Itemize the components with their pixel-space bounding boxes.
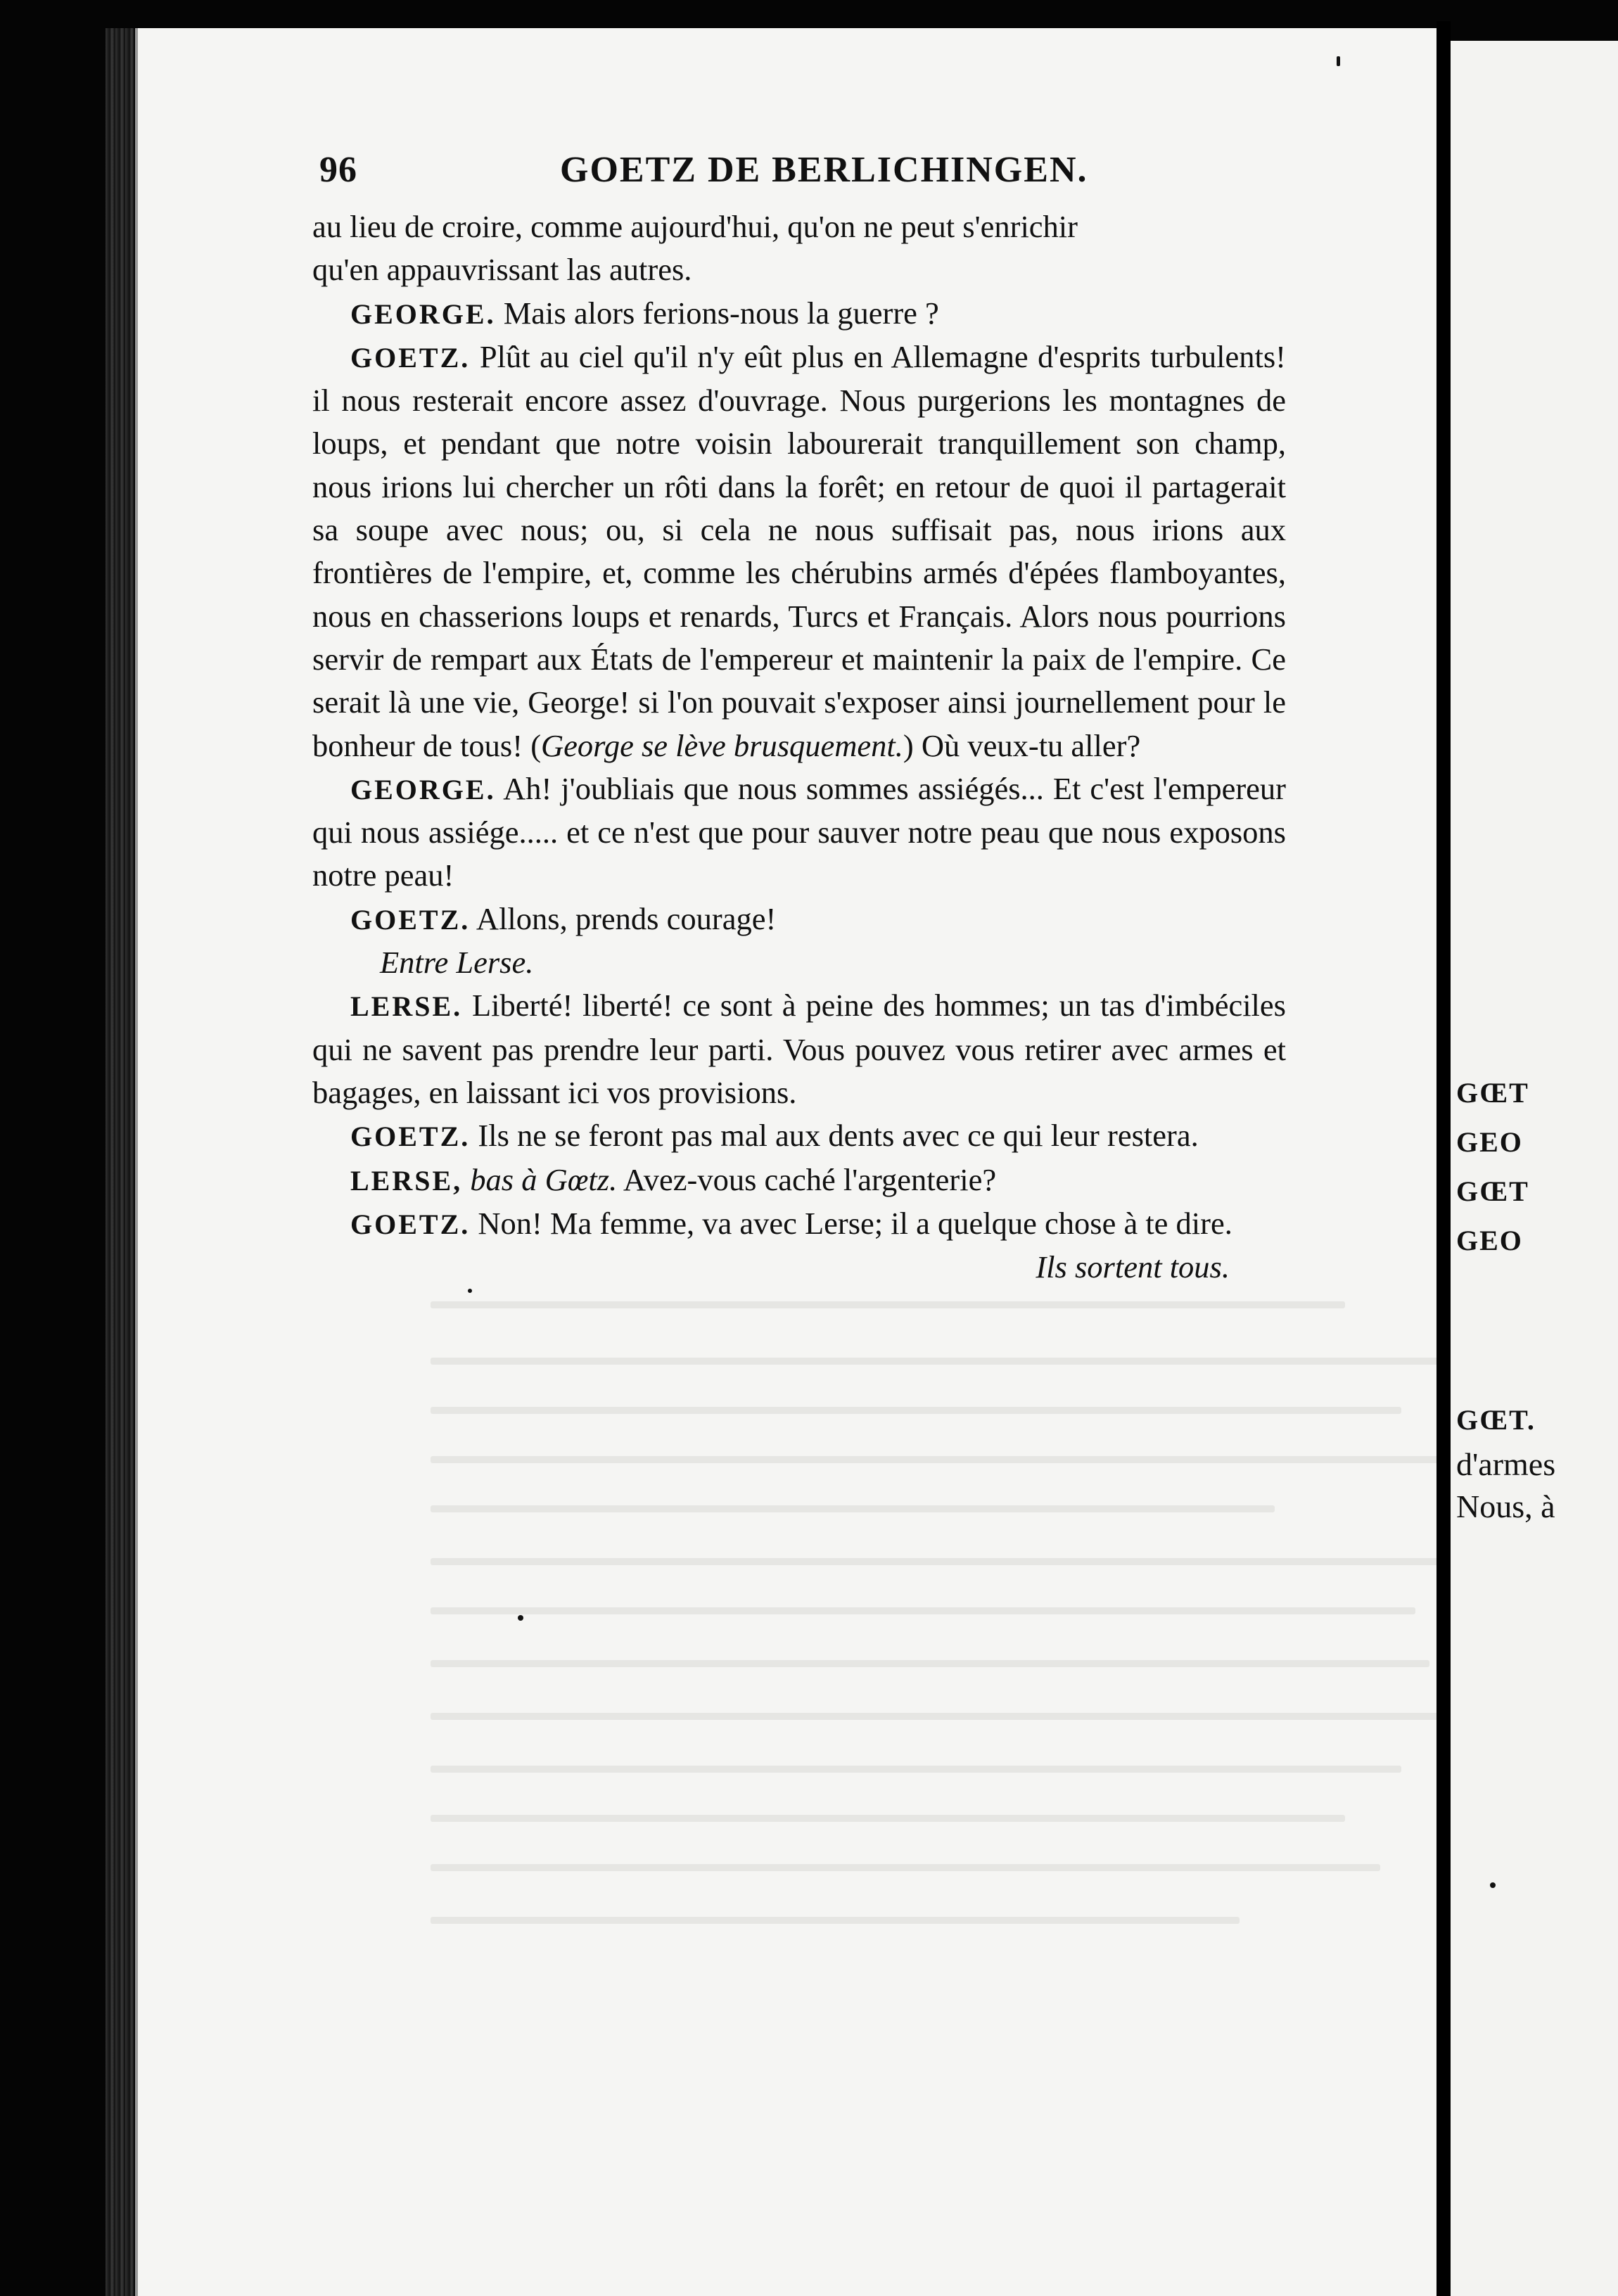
dialogue-text: Plût au ciel qu'il n'y eût plus en Allemagne d'esprits turbulents! il nous resterait encore assez d'ouvrage. Nous purgerions les montagnes de loups, et pendant que notre voisin labourerait tranquillement son champ, nous irions lui chercher un rôti dans la forêt; en retour de quoi il partagerait sa soupe avec nous; ou, si cela ne nous suffisait pas, nous irions aux frontières de l'empire, et, comme les chérubins armés d'épées flamboyantes, nous en chasserions loups et renards, Turcs et Français. Alors nous pourrions servir de rempart aux États de l'empereur et maintenir la paix de l'empire. Ce serait là une vie, George! si l'on pouvait s'exposer ainsi journellement pour le bonheur de tous! ( [312, 338, 1286, 763]
speaker-name: LERSE, [350, 1164, 463, 1197]
book-gutter [1437, 21, 1451, 2296]
speaker-name: GOETZ. [350, 1208, 471, 1240]
speaker-name: GOETZ. [350, 341, 471, 374]
dialogue-lerse-2 [312, 1159, 1286, 1202]
ink-speck [518, 1615, 523, 1621]
dialogue-george-2 [312, 767, 1286, 898]
stage-direction-sortent: Ils sortent tous. [1036, 1249, 1230, 1285]
paragraph-intro [312, 205, 1286, 292]
bleed-through-line [431, 1917, 1240, 1924]
bleed-through-line [431, 1358, 1451, 1365]
bleed-through-line [431, 1815, 1345, 1822]
facing-page-fragment: GEO [1456, 1225, 1523, 1256]
facing-page-fragment: GEO [1456, 1126, 1523, 1158]
facing-page-fragment: GŒT [1456, 1175, 1529, 1207]
dialogue-goetz-1 [312, 336, 1286, 767]
text-line: au lieu de croire, comme aujourd'hui, qu'on ne peut s'enrichir [312, 209, 1078, 244]
bleed-through-line [431, 1558, 1451, 1565]
stage-direction-entre: Entre Lerse. [380, 945, 534, 981]
bleed-through-line [431, 1766, 1401, 1773]
running-title: GOETZ DE BERLICHINGEN. [560, 150, 1088, 190]
facing-page [1451, 41, 1618, 2296]
bleed-through-line [431, 1505, 1275, 1512]
dialogue-lerse-1 [312, 984, 1286, 1114]
dialogue-text: Non! Ma femme, va avec Lerse; il a quelque chose à te dire. [470, 1205, 1232, 1241]
text-line: qu'en appauvrissant las autres. [312, 252, 692, 288]
stage-direction: George se lève brusquement. [541, 727, 903, 763]
speaker-name: GEORGE. [350, 298, 496, 330]
facing-page-fragment: GŒT. [1456, 1404, 1536, 1436]
page-number: 96 [319, 150, 357, 190]
bleed-through-line [431, 1607, 1415, 1614]
dialogue-goetz-2 [312, 898, 1286, 941]
facing-page-fragment: Nous, à [1456, 1488, 1555, 1524]
speaker-name: GOETZ. [350, 1121, 471, 1153]
ink-speck [1337, 56, 1340, 66]
facing-page-fragment: GŒT [1456, 1077, 1529, 1109]
speaker-name: GEORGE. [350, 773, 496, 805]
bleed-through-line [431, 1407, 1401, 1414]
bleed-through-line [431, 1301, 1345, 1308]
page-stack-edge [106, 28, 134, 2296]
dialogue-text: Ah! j'oubliais que nous sommes assiégés... Et c'est l'empereur qui nous assiége..... et ce n'est que pour sauver notre peau que nous exposons notre peau! [312, 770, 1286, 893]
dialogue-text: Ils ne se feront pas mal aux dents avec ce qui leur restera. [470, 1118, 1199, 1154]
bleed-through-line [431, 1456, 1451, 1463]
dialogue-goetz-3 [312, 1114, 1286, 1158]
dialogue-text: Mais alors ferions-nous la guerre ? [495, 295, 939, 331]
page-text [312, 205, 1286, 1289]
facing-page-fragment: d'armes [1456, 1446, 1556, 1482]
ink-speck [468, 1289, 472, 1293]
dialogue-text: Allons, prends courage! [470, 900, 777, 936]
speaker-name: LERSE. [350, 990, 463, 1023]
page-header [319, 149, 1290, 198]
bleed-through-line [431, 1713, 1451, 1720]
speaker-name: GOETZ. [350, 903, 471, 936]
dialogue-text: Liberté! liberté! ce sont à peine des hommes; un tas d'imbéciles qui ne savent pas prendre leur parti. Vous pouvez vous retirer avec armes et bagages, en laissant ici vos provisions. [312, 988, 1286, 1110]
ink-speck [1490, 1882, 1496, 1888]
dialogue-goetz-4 [312, 1202, 1286, 1246]
dialogue-text: Avez-vous caché l'argenterie? [617, 1161, 997, 1197]
stage-direction: bas à Gœtz. [462, 1161, 618, 1197]
bleed-through-line [431, 1864, 1380, 1871]
dialogue-george-1 [312, 292, 1286, 336]
bleed-through-line [431, 1660, 1429, 1667]
dialogue-text: ) Où veux-tu aller? [903, 727, 1141, 763]
